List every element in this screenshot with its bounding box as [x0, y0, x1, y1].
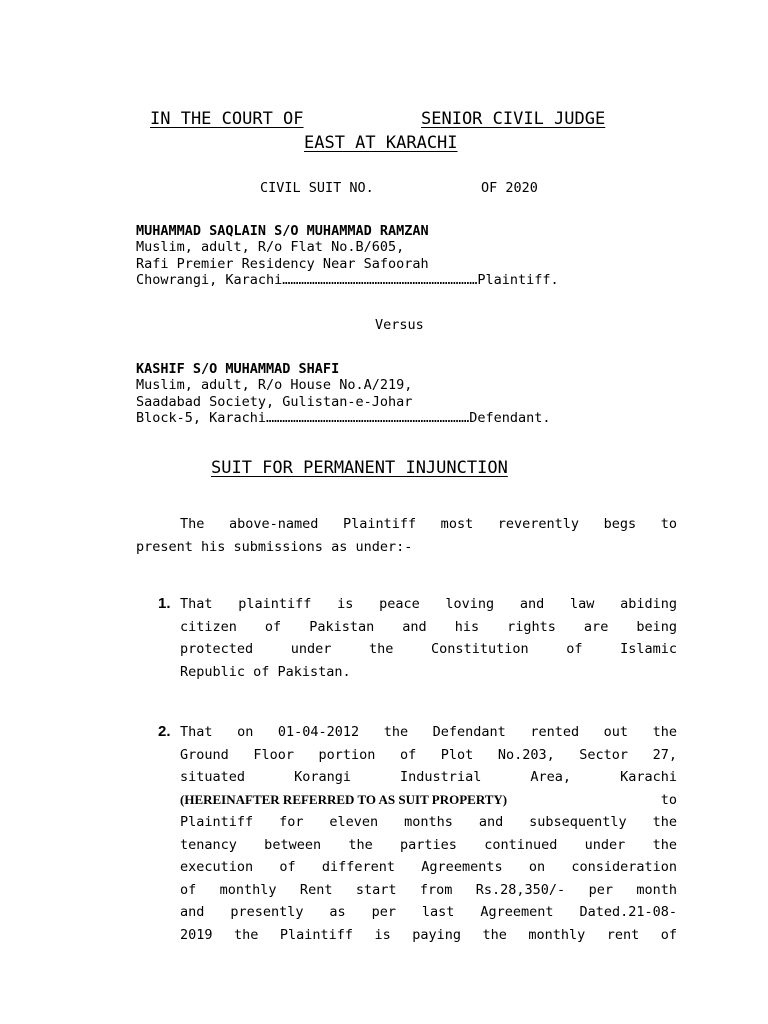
intro-line-1: The above-named Plaintiff most reverently begs to	[180, 516, 677, 532]
paragraph-2-line: tenancy between the parties continued under the	[180, 836, 677, 853]
paragraph-2-line: Plaintiff for eleven months and subsequently the	[180, 814, 677, 830]
paragraph-1-line: That plaintiff is peace loving and law abiding	[180, 596, 677, 612]
paragraph-2-line: and presently as per last Agreement Dated.21-08-	[180, 904, 677, 920]
plaintiff-name: MUHAMMAD SAQLAIN S/O MUHAMMAD RAMZAN	[136, 223, 429, 239]
paragraph-2-line-caps	[180, 789, 677, 812]
court-heading-right: SENIOR CIVIL JUDGE	[421, 109, 606, 129]
plaintiff-address-line-2: Rafi Premier Residency Near Safoorah	[136, 256, 429, 272]
suit-number-year: OF 2020	[481, 180, 538, 196]
paragraph-1-line: citizen of Pakistan and his rights are being	[180, 618, 677, 635]
defendant-address-line-1: Muslim, adult, R/o House No.A/219,	[136, 377, 413, 393]
plaintiff-address-line-1: Muslim, adult, R/o Flat No.B/605,	[136, 239, 405, 255]
paragraph-2-line: execution of different Agreements on consideration	[180, 859, 677, 875]
intro-line-2: present his submissions as under:-	[136, 539, 413, 555]
paragraph-2	[180, 721, 677, 946]
suit-number-label: CIVIL SUIT NO.	[260, 180, 374, 196]
court-heading-left: IN THE COURT OF	[150, 109, 304, 129]
paragraph-2-word: to	[660, 791, 677, 808]
paragraph-1-line: protected under the Constitution of Islamic	[180, 641, 677, 657]
paragraph-number-2: 2.	[158, 723, 171, 740]
defendant-address-line-3: Block-5, Karachi…………………………………………………………………Defendant.	[136, 410, 551, 426]
paragraph-2-line: of monthly Rent start from Rs.28,350/- per month	[180, 881, 677, 898]
paragraph-number-1: 1.	[158, 595, 171, 612]
versus-label: Versus	[375, 317, 424, 333]
paragraph-1	[180, 593, 677, 683]
plaintiff-address-line-3: Chowrangi, Karachi………………………………………………………………Plaintiff.	[136, 272, 559, 288]
defendant-name: KASHIF S/O MUHAMMAD SHAFI	[136, 361, 340, 377]
defendant-address-line-2: Saadabad Society, Gulistan-e-Johar	[136, 394, 413, 410]
paragraph-2-line: situated Korangi Industrial Area, Karachi	[180, 769, 677, 785]
suit-title: SUIT FOR PERMANENT INJUNCTION	[211, 458, 508, 478]
paragraph-2-line: Ground Floor portion of Plot No.203, Sector 27,	[180, 746, 677, 763]
court-heading-location: EAST AT KARACHI	[304, 133, 458, 153]
suit-property-definition: (HEREINAFTER REFERRED TO AS SUIT PROPERTY)	[180, 791, 508, 807]
paragraph-2-line: That on 01-04-2012 the Defendant rented out the	[180, 724, 677, 740]
paragraph-1-line: Republic of Pakistan.	[180, 663, 351, 680]
paragraph-2-line: 2019 the Plaintiff is paying the monthly rent of	[180, 926, 677, 943]
